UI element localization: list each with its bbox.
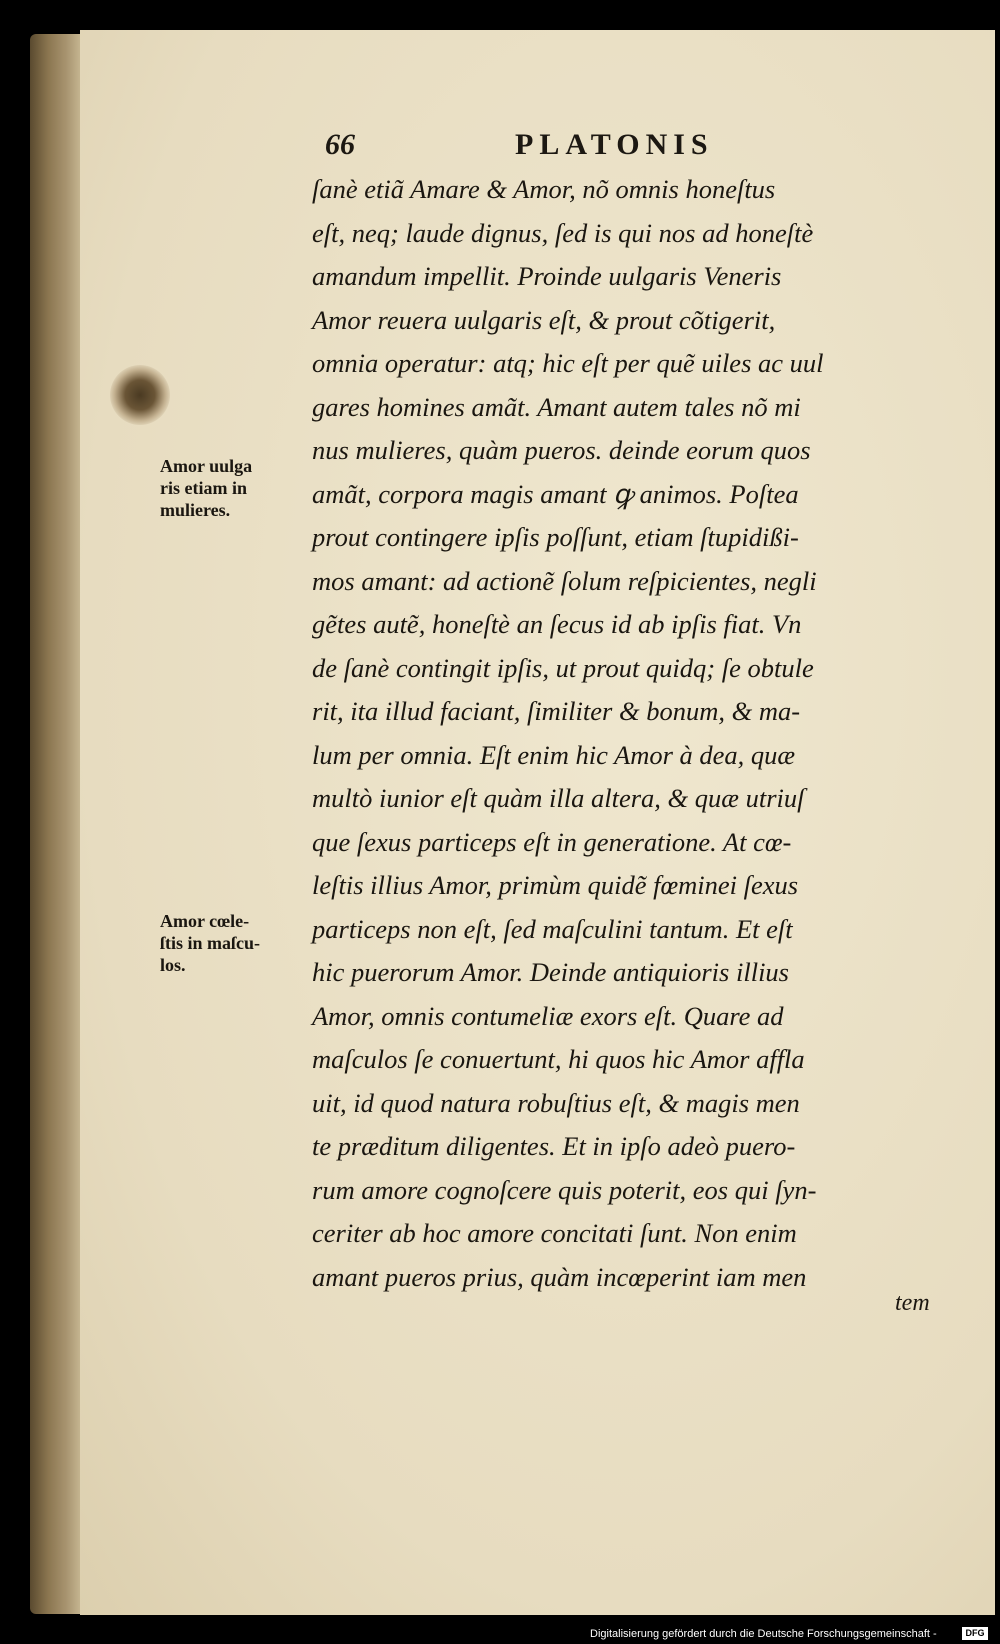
margin-note-line: ris etiam in: [160, 478, 247, 498]
book-spine-edge: [30, 34, 82, 1614]
margin-note-line: ſtis in maſcu-: [160, 933, 261, 953]
page-header: [325, 120, 845, 170]
text-line: te præditum diligentes. Et in ipſo adeò puero-: [312, 1131, 796, 1161]
text-line: hic puerorum Amor. Deinde antiquioris illius: [312, 957, 789, 987]
digitization-credit: Digitalisierung gefördert durch die Deutsche Forschungsgemeinschaft -: [590, 1628, 937, 1640]
text-line: uit, id quod natura robuſtius eſt, & magis men: [312, 1087, 800, 1118]
catchword: tem: [895, 1290, 930, 1316]
running-title: PLATONIS: [515, 128, 714, 161]
text-line: leſtis illius Amor, primùm quidẽ fœminei ſexus: [312, 870, 799, 900]
margin-note: [160, 910, 310, 976]
margin-note-line: Amor cœle-: [160, 911, 250, 931]
main-text-block: [312, 168, 952, 1299]
text-line: rum amore cognoſcere quis poterit, eos qui ſyn-: [312, 1174, 817, 1205]
text-line: omnia operatur: atq; hic eſt per quẽ uiles ac uul: [312, 348, 824, 378]
text-line: prout contingere ipſis poſſunt, etiam ſtupidißi-: [312, 522, 799, 552]
page-number: 66: [325, 128, 355, 161]
text-line: gẽtes autẽ, honeſtè an ſecus id ab ipſis fiat. Vn: [312, 609, 802, 639]
text-line: amant pueros prius, quàm incœperint iam men: [312, 1261, 807, 1292]
text-line: ceriter ab hoc amore concitati ſunt. Non enim: [312, 1218, 797, 1248]
ink-stain: [110, 365, 170, 425]
book-page: [80, 30, 995, 1615]
text-line: gares homines amãt. Amant autem tales nõ mi: [312, 391, 801, 422]
text-line: rit, ita illud faciant, ſimiliter & bonum, & ma-: [312, 696, 801, 726]
text-line: maſculos ſe conuertunt, hi quos hic Amor affla: [312, 1044, 805, 1074]
text-line: Amor reuera uulgaris eſt, & prout cõtigerit,: [312, 304, 776, 335]
text-line: que ſexus particeps eſt in generatione. At cœ-: [312, 826, 792, 857]
text-line: nus mulieres, quàm pueros. deinde eorum quos: [312, 435, 811, 465]
margin-note-line: Amor uulga: [160, 456, 253, 476]
text-line: particeps non eſt, ſed maſculini tantum. Et eſt: [312, 913, 793, 944]
dfg-logo: DFG: [962, 1627, 988, 1640]
text-line: lum per omnia. Eſt enim hic Amor à dea, quæ: [312, 739, 796, 770]
text-line: eſt, neq; laude dignus, ſed is qui nos ad honeſtè: [312, 217, 814, 248]
margin-note-line: mulieres.: [160, 500, 231, 520]
text-line: Amor, omnis contumeliæ exors eſt. Quare ad: [312, 1000, 784, 1031]
margin-note: [160, 455, 310, 521]
text-line: amãt, corpora magis amant ꝙ animos. Poſtea: [312, 478, 799, 509]
text-line: amandum impellit. Proinde uulgaris Veneris: [312, 261, 782, 291]
text-line: multò iunior eſt quàm illa altera, & quæ utriuſ: [312, 783, 805, 813]
margin-note-line: los.: [160, 955, 186, 975]
text-line: ſanè etiã Amare & Amor, nõ omnis honeſtus: [312, 174, 776, 204]
text-line: mos amant: ad actionẽ ſolum reſpicientes, negli: [312, 565, 817, 596]
text-line: de ſanè contingit ipſis, ut prout quidq; ſe obtule: [312, 652, 814, 683]
